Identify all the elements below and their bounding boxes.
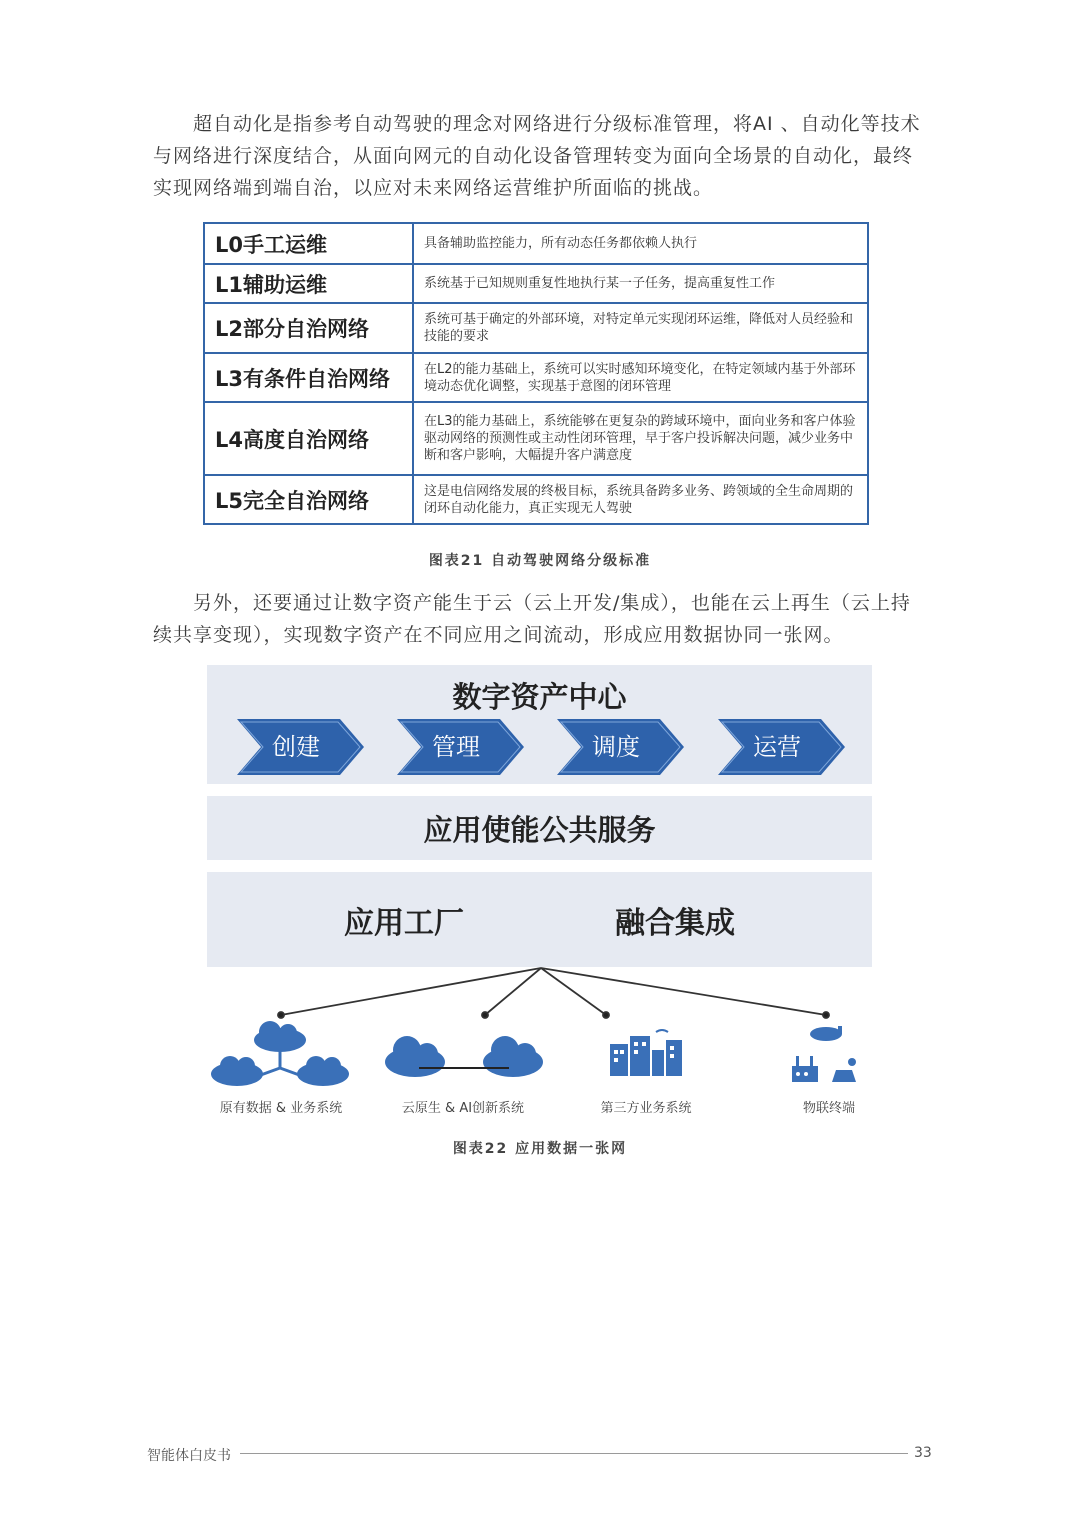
step-label: 调度 bbox=[592, 733, 640, 761]
footer-divider bbox=[240, 1453, 908, 1454]
level-name: L5完全自治网络 bbox=[204, 475, 413, 524]
intro-paragraph: 超自动化是指参考自动驾驶的理念对网络进行分级标准管理，将AI 、自动化等技术与网络进行深度结合，从面向网元的自动化设备管理转变为面向全场景的自动化，最终实现网络端到端自治，以应对未来网络运营维护所面临的挑战。 bbox=[153, 113, 921, 199]
figure-21-caption: 图表21 自动驾驶网络分级标准 bbox=[428, 553, 652, 569]
step-operate-arrow bbox=[718, 719, 846, 775]
table-row bbox=[204, 223, 868, 264]
table-row bbox=[204, 402, 868, 475]
level-description: 系统基于已知规则重复性地执行某一子任务，提高重复性工作 bbox=[413, 264, 868, 303]
legacy-system-label: 原有数据 & 业务系统 bbox=[219, 1101, 343, 1116]
data-cloud-network-icon bbox=[210, 1020, 352, 1090]
level-name: L3有条件自治网络 bbox=[204, 353, 413, 402]
level-name: L0手工运维 bbox=[204, 223, 413, 264]
figure-22-caption: 图表22 应用数据一张网 bbox=[452, 1141, 628, 1157]
factory-fusion-panel bbox=[207, 872, 872, 967]
enable-service-title: 应用使能公共服务 bbox=[423, 813, 656, 847]
iot-terminal-label: 物联终端 bbox=[802, 1101, 855, 1116]
level-description: 这是电信网络发展的终极目标，系统具备跨多业务、跨领域的全生命周期的闭环自动化能力，真正实现无人驾驶 bbox=[413, 475, 868, 524]
footer-title: 智能体白皮书 bbox=[147, 1448, 231, 1464]
level-name: L4高度自治网络 bbox=[204, 402, 413, 475]
level-name: L1辅助运维 bbox=[204, 264, 413, 303]
step-label: 管理 bbox=[432, 733, 480, 761]
autonomy-levels-table bbox=[203, 222, 869, 525]
iot-devices-icon bbox=[786, 1022, 866, 1088]
cloud-paragraph: 另外，还要通过让数字资产能生于云（云上开发/集成），也能在云上再生（云上持续共享变现），实现数字资产在不同应用之间流动，形成应用数据协同一张网。 bbox=[153, 592, 911, 646]
app-factory-label: 应用工厂 bbox=[344, 906, 464, 941]
table-row bbox=[204, 475, 868, 524]
step-schedule-arrow bbox=[557, 719, 685, 775]
step-manage-arrow bbox=[397, 719, 525, 775]
level-description: 系统可基于确定的外部环境，对特定单元实现闭环运维，降低对人员经验和技能的要求 bbox=[413, 303, 868, 353]
level-description: 在L3的能力基础上，系统能够在更复杂的跨域环境中，面向业务和客户体验驱动网络的预测性或主动性闭环管理，早于客户投诉解决问题，减少业务中断和客户影响，大幅提升客户满意度 bbox=[413, 402, 868, 475]
step-label: 运营 bbox=[753, 733, 801, 761]
step-label: 创建 bbox=[272, 733, 320, 761]
building-icon bbox=[606, 1028, 686, 1078]
level-description: 具备辅助监控能力，所有动态任务都依赖人执行 bbox=[413, 223, 868, 264]
level-description: 在L2的能力基础上，系统可以实时感知环境变化，在特定领域内基于外部环境动态优化调整，实现基于意图的闭环管理 bbox=[413, 353, 868, 402]
page-number: 33 bbox=[914, 1445, 932, 1461]
enable-service-panel bbox=[207, 796, 872, 860]
level-name: L2部分自治网络 bbox=[204, 303, 413, 353]
table-row bbox=[204, 264, 868, 303]
third-party-label: 第三方业务系统 bbox=[600, 1101, 692, 1116]
cloud-native-ai-label: 云原生 & AI创新系统 bbox=[401, 1101, 525, 1116]
asset-center-title: 数字资产中心 bbox=[452, 680, 627, 714]
step-create-arrow bbox=[237, 719, 365, 775]
table-row bbox=[204, 353, 868, 402]
table-row bbox=[204, 303, 868, 353]
fusion-label: 融合集成 bbox=[615, 906, 735, 941]
twin-cloud-icon bbox=[383, 1030, 545, 1080]
